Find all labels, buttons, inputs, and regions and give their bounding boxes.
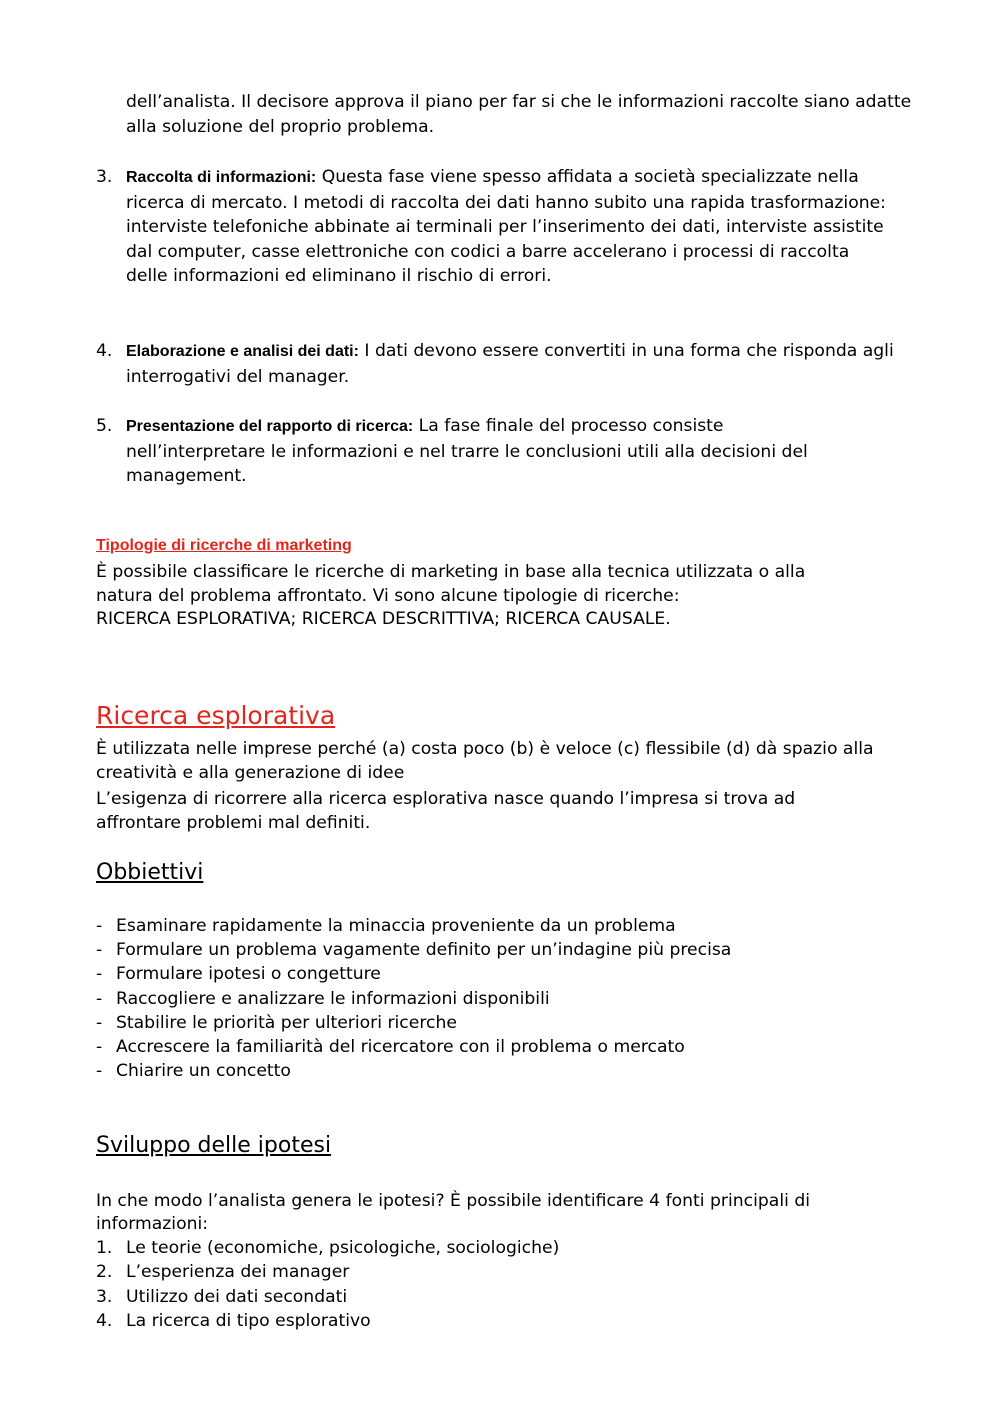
list-item — [96, 1059, 731, 1083]
list-item — [96, 914, 731, 938]
list-item-text: Chiarire un concetto — [116, 1061, 291, 1082]
step-number: 4. — [96, 341, 113, 361]
continuation-paragraph: dell’analista. Il decisore approva il piano per far si che le informazioni raccolte siano adatte alla soluzione del proprio problema. — [126, 92, 912, 137]
step-label: Raccolta di informazioni: — [126, 169, 317, 186]
tipologie-types: RICERCA ESPLORATIVA; RICERCA DESCRITTIVA; RICERCA CAUSALE. — [96, 609, 671, 629]
list-number: 1. — [96, 1238, 113, 1258]
list-item-text: Esaminare rapidamente la minaccia proveniente da un problema — [116, 916, 676, 936]
esplorativa-para2: L’esigenza di ricorrere alla ricerca esplorativa nasce quando l’impresa si trova ad affrontare problemi mal definiti. — [96, 789, 796, 833]
list-item-text: Raccogliere e analizzare le informazioni disponibili — [116, 988, 550, 1009]
ipotesi-heading: Sviluppo delle ipotesi — [96, 1133, 332, 1158]
dash-bullet: - — [96, 1036, 103, 1057]
list-item — [96, 1285, 559, 1309]
obbiettivi-heading: Obbiettivi — [96, 860, 204, 885]
obbiettivi-list — [96, 914, 731, 1083]
list-item — [96, 1260, 559, 1284]
list-number: 4. — [96, 1311, 113, 1332]
step-text: La fase finale del processo consiste nell’interpretare le informazioni e nel trarre le conclusioni utili alla decisioni del management. — [126, 416, 808, 486]
dash-bullet: - — [96, 916, 103, 936]
list-item — [96, 987, 731, 1011]
list-item — [96, 1035, 731, 1059]
step-text: Questa fase viene spesso affidata a società specializzate nella ricerca di mercato. I metodi di raccolta dei dati hanno subito una rapida trasformazione: interviste telefoniche abbinate ai terminali per l’inserimento dei dati, interviste assistite dal computer, casse elettroniche con codici a barre accelerano i processi di raccolta delle informazioni ed eliminano il rischio di errori. — [126, 167, 886, 286]
list-item-text: Utilizzo dei dati secondati — [126, 1286, 348, 1307]
dash-bullet: - — [96, 1012, 103, 1033]
step-item-5 — [96, 414, 896, 489]
list-number: 2. — [96, 1262, 113, 1283]
step-item-4 — [96, 339, 896, 389]
list-item-text: Formulare ipotesi o congetture — [116, 964, 381, 985]
list-item — [96, 938, 731, 962]
dash-bullet: - — [96, 988, 103, 1009]
step-label: Elaborazione e analisi dei dati: — [126, 343, 359, 360]
dash-bullet: - — [96, 1061, 103, 1082]
list-item-text: Le teorie (economiche, psicologiche, sociologiche) — [126, 1238, 560, 1258]
tipologie-heading: Tipologie di ricerche di marketing — [96, 537, 352, 554]
list-item — [96, 1236, 559, 1260]
list-item-text: L’esperienza dei manager — [126, 1262, 350, 1283]
step-label: Presentazione del rapporto di ricerca: — [126, 418, 414, 435]
ipotesi-list — [96, 1236, 559, 1334]
list-number: 3. — [96, 1286, 113, 1307]
step-number: 3. — [96, 167, 113, 187]
tipologie-intro: È possibile classificare le ricerche di marketing in base alla tecnica utilizzata o alla natura del problema affrontato. Vi sono alcune tipologie di ricerche: — [96, 562, 806, 606]
step-text: I dati devono essere convertiti in una forma che risponda agli interrogativi del manager. — [126, 341, 894, 387]
ipotesi-intro: In che modo l’analista genera le ipotesi? È possibile identificare 4 fonti principali di informazioni: — [96, 1191, 811, 1234]
dash-bullet: - — [96, 940, 103, 961]
list-item — [96, 1309, 559, 1333]
list-item-text: Formulare un problema vagamente definito per un’indagine più precisa — [116, 940, 732, 961]
list-item-text: Accrescere la familiarità del ricercatore con il problema o mercato — [116, 1036, 685, 1057]
list-item — [96, 1011, 731, 1035]
tipologie-paragraph — [96, 561, 866, 632]
list-item — [96, 962, 731, 986]
step-number: 5. — [96, 416, 113, 436]
esplorativa-para1: È utilizzata nelle imprese perché (a) costa poco (b) è veloce (c) flessibile (d) dà spazio alla creatività e alla generazione di idee — [96, 739, 874, 783]
list-item-text: La ricerca di tipo esplorativo — [126, 1311, 371, 1332]
dash-bullet: - — [96, 964, 103, 985]
esplorativa-heading: Ricerca esplorativa — [96, 701, 336, 730]
list-item-text: Stabilire le priorità per ulteriori ricerche — [116, 1012, 457, 1033]
step-item-3 — [96, 165, 896, 289]
